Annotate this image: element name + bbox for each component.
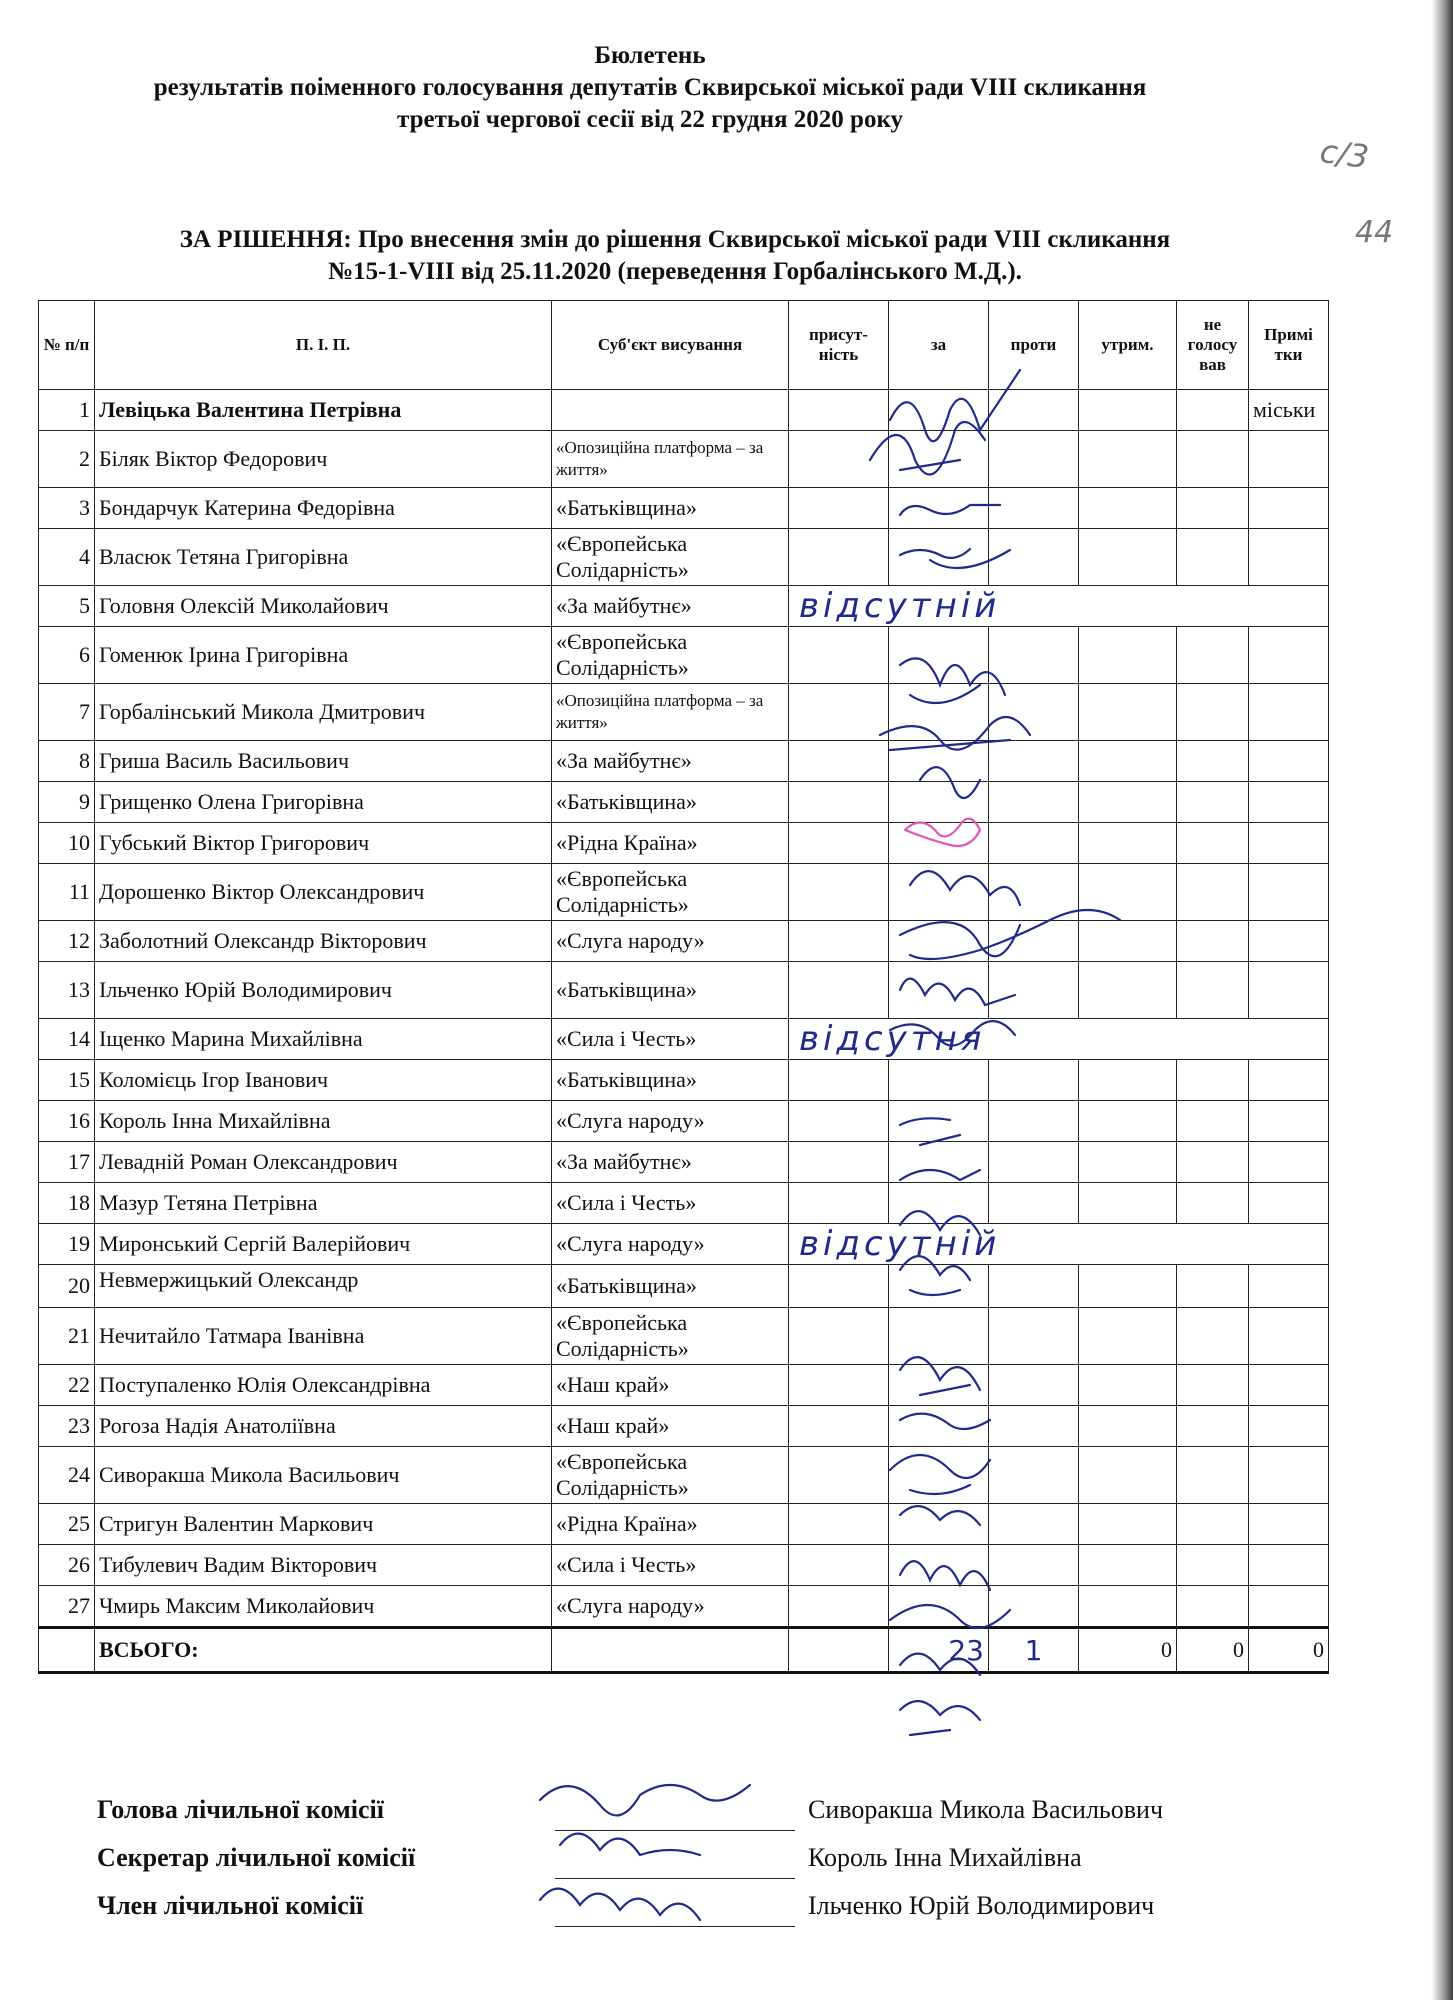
row-name: Тибулевич Вадим Вікторович <box>95 1545 552 1586</box>
table-row <box>39 488 1329 529</box>
table-row <box>39 529 1329 586</box>
row-name: Чмирь Максим Миколайович <box>95 1586 552 1628</box>
row-name: Коломієць Ігор Іванович <box>95 1060 552 1101</box>
row-name: Невмержицький Олександр <box>95 1265 552 1308</box>
row-num: 5 <box>39 586 95 627</box>
row-party: «Європейська Солідарність» <box>552 864 789 921</box>
table-row <box>39 823 1329 864</box>
row-num: 13 <box>39 962 95 1019</box>
cell-for <box>889 390 989 431</box>
total-against: 1 <box>989 1628 1079 1673</box>
row-num: 26 <box>39 1545 95 1586</box>
document-title: Бюлетень <box>594 42 706 69</box>
row-num: 19 <box>39 1224 95 1265</box>
total-abstain: 0 <box>1079 1628 1177 1673</box>
row-name: Гриша Василь Васильович <box>95 741 552 782</box>
total-for: 23 <box>889 1628 989 1673</box>
decision-line-2: №15-1-VIII від 25.11.2020 (переведення Горбалінського М.Д.). <box>328 258 1022 285</box>
cell-not-voted <box>1177 390 1249 431</box>
row-party: «Батьківщина» <box>552 1060 789 1101</box>
row-name: Дорошенко Віктор Олександрович <box>95 864 552 921</box>
table-row <box>39 1101 1329 1142</box>
row-name: Головня Олексій Миколайович <box>95 586 552 627</box>
commission-role-secretary: Секретар лічильної комісії <box>97 1843 416 1872</box>
decision-text <box>40 224 1310 288</box>
row-party: «Європейська Солідарність» <box>552 1447 789 1504</box>
commission-role-chair: Голова лічильної комісії <box>97 1795 384 1824</box>
row-num: 12 <box>39 921 95 962</box>
row-num: 20 <box>39 1265 95 1308</box>
header-present: присут-ність <box>789 301 889 390</box>
row-name: Заболотний Олександр Вікторович <box>95 921 552 962</box>
header-name: П. І. П. <box>95 301 552 390</box>
cell-abstain <box>1079 390 1177 431</box>
header-party: Суб'єкт висування <box>552 301 789 390</box>
signature-line <box>555 1878 795 1879</box>
table-row <box>39 1365 1329 1406</box>
signature-line <box>555 1926 795 1927</box>
table-row <box>39 1406 1329 1447</box>
row-num: 25 <box>39 1504 95 1545</box>
row-name: Власюк Тетяна Григорівна <box>95 529 552 586</box>
header-num: № п/п <box>39 301 95 390</box>
header-against: проти <box>989 301 1079 390</box>
table-row <box>39 921 1329 962</box>
row-note: міськи <box>1249 390 1329 431</box>
row-num: 2 <box>39 431 95 488</box>
total-row <box>39 1628 1329 1673</box>
signature-mark <box>540 1889 700 1920</box>
row-num: 23 <box>39 1406 95 1447</box>
table-row <box>39 1308 1329 1365</box>
row-party: «Батьківщина» <box>552 488 789 529</box>
signature-mark <box>540 1785 750 1815</box>
row-name: Рогоза Надія Анатоліївна <box>95 1406 552 1447</box>
table-row <box>39 431 1329 488</box>
row-party: «Наш край» <box>552 1365 789 1406</box>
row-num: 21 <box>39 1308 95 1365</box>
commission-role-member: Член лічильної комісії <box>97 1891 364 1920</box>
table-row <box>39 962 1329 1019</box>
row-party: «Опозиційна платформа – за життя» <box>552 684 789 741</box>
row-name: Левіцька Валентина Петрівна <box>95 390 552 431</box>
row-name: Стригун Валентин Маркович <box>95 1504 552 1545</box>
scanned-page-edge <box>1431 0 1453 2000</box>
row-name: Нечитайло Татмара Іванівна <box>95 1308 552 1365</box>
margin-note-1: с/3 <box>1317 131 1372 177</box>
row-name: Сиворакша Микола Васильович <box>95 1447 552 1504</box>
table-row <box>39 741 1329 782</box>
row-name: Губський Віктор Григорович <box>95 823 552 864</box>
signature-line <box>555 1830 795 1831</box>
handwritten-absent-note: відсутній <box>789 586 1329 627</box>
table-row <box>39 586 1329 627</box>
row-party: «Рідна Країна» <box>552 1504 789 1545</box>
table-row <box>39 1019 1329 1060</box>
header-notes: Примі тки <box>1249 301 1329 390</box>
row-num: 8 <box>39 741 95 782</box>
table-row <box>39 1060 1329 1101</box>
table-row <box>39 1265 1329 1308</box>
row-party: «Слуга народу» <box>552 1224 789 1265</box>
row-name: Горбалінський Микола Дмитрович <box>95 684 552 741</box>
row-name: Біляк Віктор Федорович <box>95 431 552 488</box>
row-party: «Слуга народу» <box>552 921 789 962</box>
signature-mark <box>900 1701 980 1735</box>
row-num: 6 <box>39 627 95 684</box>
table-row <box>39 1504 1329 1545</box>
document-subtitle-line-1: результатів поіменного голосування депутатів Сквирської міської ради VIII скликання <box>153 74 1147 101</box>
row-party: «Рідна Країна» <box>552 823 789 864</box>
row-num: 17 <box>39 1142 95 1183</box>
decision-line-1: ЗА РІШЕННЯ: Про внесення змін до рішення Сквирської міської ради VIII скликання <box>179 226 1171 253</box>
cell-against <box>989 390 1079 431</box>
row-num: 18 <box>39 1183 95 1224</box>
row-num: 22 <box>39 1365 95 1406</box>
row-party: «Батьківщина» <box>552 782 789 823</box>
total-not-voted: 0 <box>1177 1628 1249 1673</box>
row-num: 11 <box>39 864 95 921</box>
handwritten-absent-note: відсутня <box>789 1019 1329 1060</box>
row-party: «Сила і Честь» <box>552 1183 789 1224</box>
row-party: «Європейська Солідарність» <box>552 529 789 586</box>
row-name: Грищенко Олена Григорівна <box>95 782 552 823</box>
total-notes: 0 <box>1249 1628 1329 1673</box>
commission-name-secretary: Король Інна Михайлівна <box>808 1843 1082 1872</box>
row-name: Миронський Сергій Валерійович <box>95 1224 552 1265</box>
row-party: «За майбутнє» <box>552 741 789 782</box>
row-party: «Сила і Честь» <box>552 1019 789 1060</box>
row-name: Мазур Тетяна Петрівна <box>95 1183 552 1224</box>
row-num: 24 <box>39 1447 95 1504</box>
row-num: 27 <box>39 1586 95 1628</box>
table-row <box>39 1447 1329 1504</box>
table-row <box>39 1586 1329 1628</box>
row-num: 4 <box>39 529 95 586</box>
table-row <box>39 390 1329 431</box>
row-party: «Слуга народу» <box>552 1586 789 1628</box>
voting-table <box>38 300 1329 1674</box>
table-row <box>39 1224 1329 1265</box>
row-name: Гоменюк Ірина Григорівна <box>95 627 552 684</box>
row-party: «За майбутнє» <box>552 586 789 627</box>
row-party: «За майбутнє» <box>552 1142 789 1183</box>
row-num: 7 <box>39 684 95 741</box>
row-party: «Наш край» <box>552 1406 789 1447</box>
document-subtitle-line-2: третьої чергової сесії від 22 грудня 2020 року <box>396 106 904 133</box>
row-party: «Опозиційна платформа – за життя» <box>552 431 789 488</box>
signature-mark <box>560 1834 700 1855</box>
document-header <box>0 40 1300 136</box>
row-name: Поступаленко Юлія Олександрівна <box>95 1365 552 1406</box>
row-num: 9 <box>39 782 95 823</box>
row-party: «Батьківщина» <box>552 962 789 1019</box>
row-name: Іщенко Марина Михайлівна <box>95 1019 552 1060</box>
total-label: ВСЬОГО: <box>95 1628 552 1673</box>
handwritten-absent-note: відсутній <box>789 1224 1329 1265</box>
row-party: «Європейська Солідарність» <box>552 627 789 684</box>
row-num: 16 <box>39 1101 95 1142</box>
table-row <box>39 684 1329 741</box>
row-name: Ільченко Юрій Володимирович <box>95 962 552 1019</box>
row-num: 1 <box>39 390 95 431</box>
header-for: за <box>889 301 989 390</box>
table-row <box>39 864 1329 921</box>
header-abstain: утрим. <box>1079 301 1177 390</box>
row-party: «Сила і Честь» <box>552 1545 789 1586</box>
table-row <box>39 1142 1329 1183</box>
row-num: 14 <box>39 1019 95 1060</box>
row-name: Бондарчук Катерина Федорівна <box>95 488 552 529</box>
row-party: «Європейська Солідарність» <box>552 1308 789 1365</box>
row-name: Левадній Роман Олександрович <box>95 1142 552 1183</box>
row-num: 3 <box>39 488 95 529</box>
table-row <box>39 1545 1329 1586</box>
row-name: Король Інна Михайлівна <box>95 1101 552 1142</box>
table-row <box>39 1183 1329 1224</box>
row-num: 15 <box>39 1060 95 1101</box>
table-header-row <box>39 301 1329 390</box>
row-party: «Слуга народу» <box>552 1101 789 1142</box>
table-row <box>39 782 1329 823</box>
commission-name-chair: Сиворакша Микола Васильович <box>808 1795 1164 1824</box>
header-not-voted: не голосу вав <box>1177 301 1249 390</box>
table-row <box>39 627 1329 684</box>
row-party: «Батьківщина» <box>552 1265 789 1308</box>
commission-name-member: Ільченко Юрій Володимирович <box>808 1891 1155 1920</box>
margin-note-2: 44 <box>1355 215 1394 250</box>
row-num: 10 <box>39 823 95 864</box>
row-party <box>552 390 789 431</box>
cell-present <box>789 390 889 431</box>
